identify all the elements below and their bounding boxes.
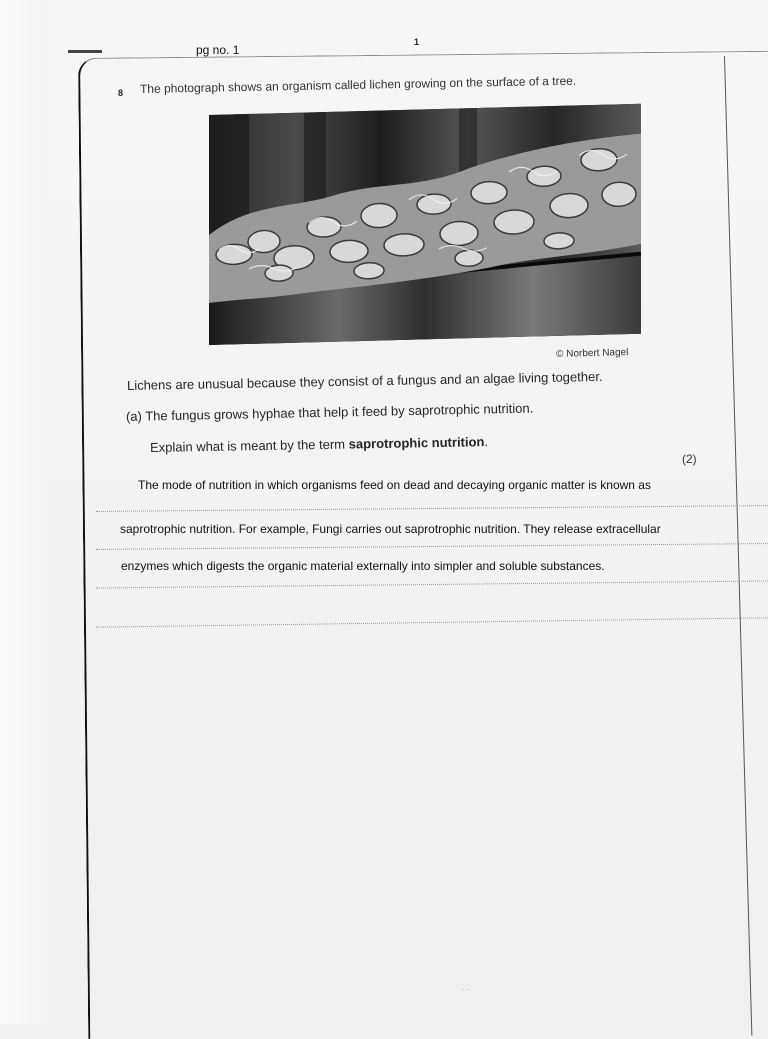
margin-dash-mark	[68, 50, 102, 53]
instruction-prefix: Explain what is meant by the term	[149, 436, 349, 455]
scan-speck: · ·	[462, 985, 470, 994]
scanner-margin	[0, 0, 48, 1024]
question-intro: Lichens are unusual because they consist of a fungus and an algae living together.	[126, 368, 603, 393]
answer-text-line-2: saprotrophic nutrition. For example, Fungi carries out saprotrophic nutrition. They release extracellular	[120, 522, 661, 536]
lichen-photo-image	[209, 104, 641, 345]
question-stem: The photograph shows an organism called lichen growing on the surface of a tree.	[139, 73, 577, 96]
lichen-photograph	[209, 104, 641, 345]
answer-text-line-3: enzymes which digests the organic material externally into simpler and soluble substances.	[121, 559, 605, 573]
instruction-suffix: .	[484, 434, 489, 450]
marks-allocation: (2)	[682, 452, 697, 466]
page-label: pg no. 1	[196, 43, 240, 57]
question-number: 8	[118, 88, 124, 98]
question-part-a: (a) The fungus grows hyphae that help it feed by saprotrophic nutrition.	[125, 400, 534, 424]
printed-page-number: 1	[414, 37, 420, 47]
photo-credit: © Norbert Nagel	[555, 347, 629, 360]
answer-text-line-1: The mode of nutrition in which organisms feed on dead and decaying organic matter is known as	[138, 478, 651, 492]
instruction-term: saprotrophic nutrition	[348, 434, 485, 452]
